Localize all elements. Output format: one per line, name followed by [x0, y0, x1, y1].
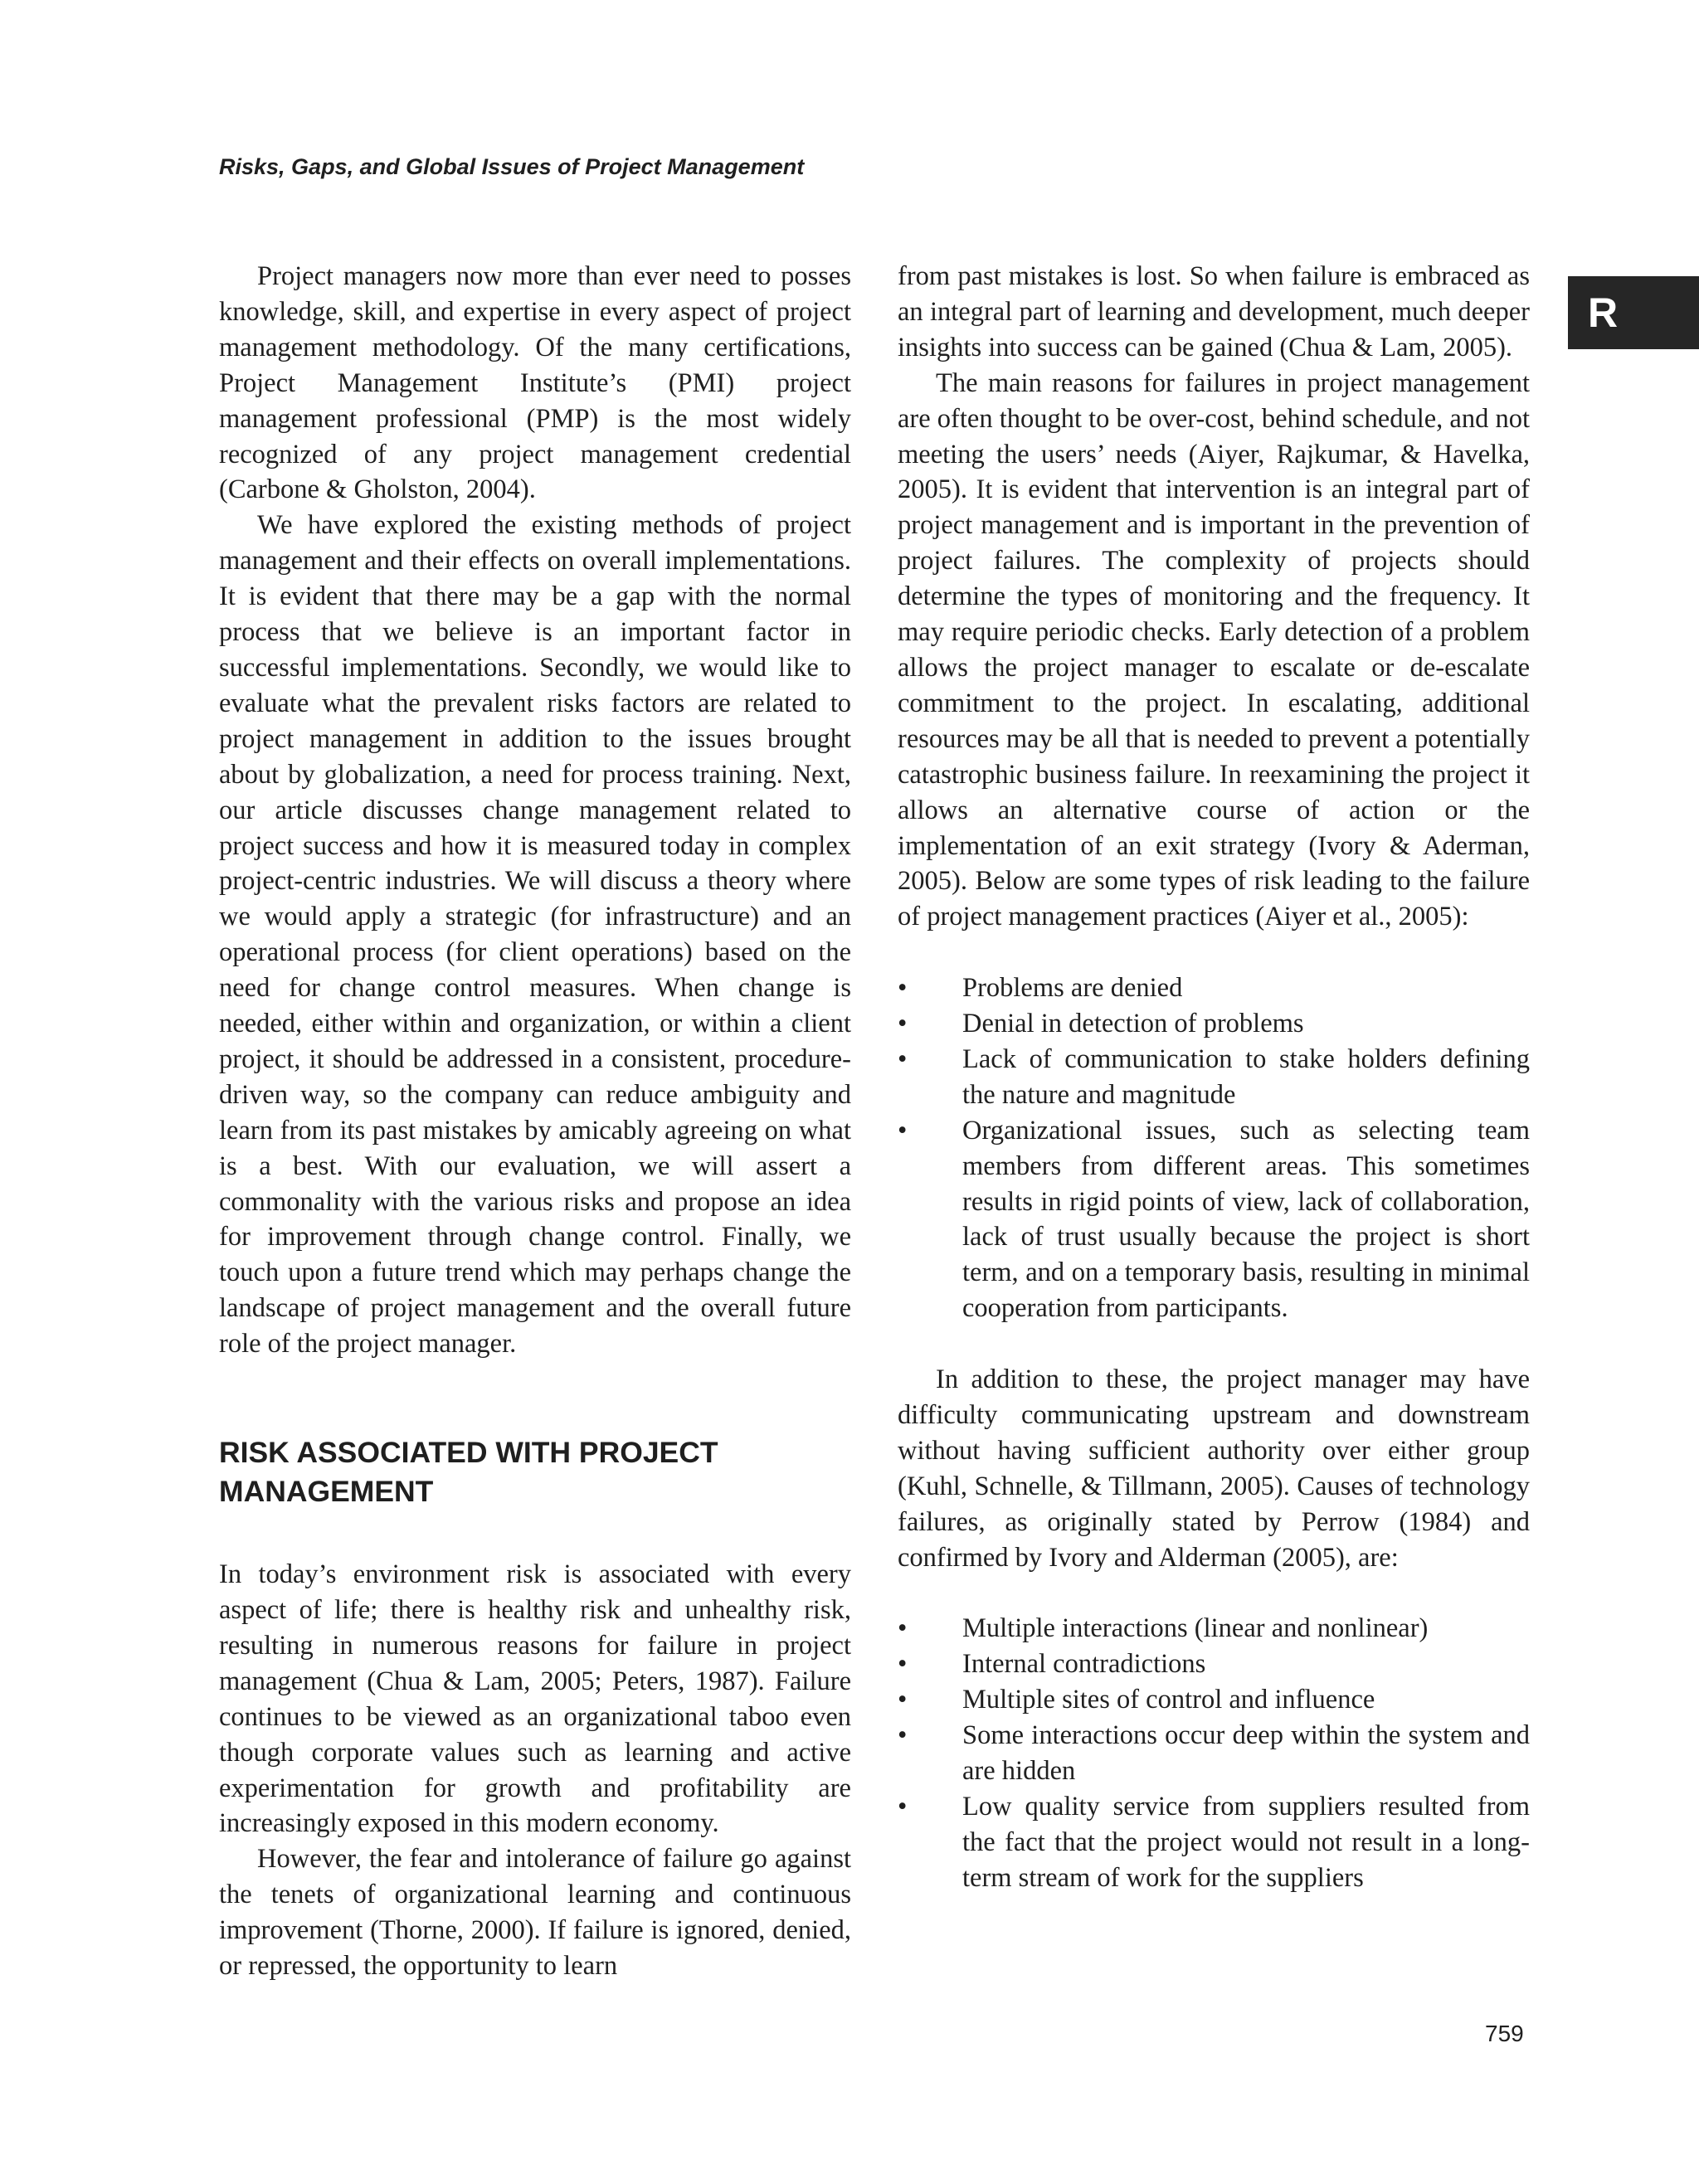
list-item — [898, 1789, 1530, 1896]
bullet-mark: • — [898, 1791, 908, 1822]
list-item-text: Problems are denied — [962, 973, 1183, 1004]
right-column — [898, 259, 1530, 1896]
section-heading-risk — [219, 1433, 851, 1511]
paragraph-additional-issues: In addition to these, the project manager may have difficulty communicating upstream and downstream without having sufficient authority over either group (Kuhl, Schnelle, & Tillmann, 2005). Causes of technology failures, as originally stated by Perrow (1984) and confirmed by Ivory and Alderman (2005), are: — [898, 1364, 1530, 1573]
list-item-text: Lack of communication to stake holders defining the nature and magnitude — [962, 1043, 1530, 1110]
page-number: 759 — [1485, 2021, 1524, 2046]
list-item — [898, 1006, 1530, 1042]
bullet-mark: • — [898, 1613, 908, 1644]
list-item-text: Denial in detection of problems — [962, 1009, 1304, 1039]
list-item-text: Multiple interactions (linear and nonlinear) — [962, 1613, 1429, 1644]
paragraph-main-reasons: The main reasons for failures in project management are often thought to be over-cost, behind schedule, and not meeting the users’ needs (Aiyer, Rajkumar, & Havelka, 2005). It is evident that intervention is an integral part of project management and is important in the prevention of project failures. The complexity of projects should determine the types of monitoring and the frequency. It may require periodic checks. Early detection of a problem allows the project manager to escalate or de-escalate commitment to the project. In escalating, additional resources may be all that is needed to prevent a potentially catastrophic business failure. In reexamining the project it allows an alternative course of action or the implementation of an exit strategy (Ivory & Aderman, 2005). Below are some types of risk leading to the failure of project management practices (Aiyer et al., 2005): — [898, 367, 1530, 932]
bullet-mark: • — [898, 1649, 908, 1680]
paragraph-pmp-credential: Project managers now more than ever need to posses knowledge, skill, and expertise in every aspect of project management methodology. Of the many certifications, Project Management Institute’s (PMI) project management professional (PMP) is the most widely recognized of any project management credential (Carbone & Gholston, 2004). — [219, 261, 851, 505]
section-heading-line-2: MANAGEMENT — [219, 1475, 434, 1509]
list-item-text: Multiple sites of control and influence — [962, 1685, 1375, 1715]
bullet-mark: • — [898, 1115, 908, 1146]
thumb-index-tab: R — [1568, 276, 1699, 349]
list-item — [898, 1042, 1530, 1113]
left-column — [219, 259, 851, 1984]
running-head: Risks, Gaps, and Global Issues of Project Management — [219, 154, 805, 179]
bullet-mark: • — [898, 1685, 908, 1715]
list-item — [898, 970, 1530, 1006]
technology-failure-causes-list — [898, 1611, 1530, 1895]
paragraph-risk-environment: In today’s environment risk is associated with every aspect of life; there is healthy risk and unhealthy risk, resulting in numerous reasons for failure in project management (Chua & Lam, 2005; Peters, 1987). Failure continues to be viewed as an organizational taboo even though corporate values such as learning and active experimentation for growth and profitability are increasingly exposed in this modern economy. — [219, 1559, 851, 1839]
bullet-mark: • — [898, 1043, 908, 1074]
list-item — [898, 1682, 1530, 1718]
paragraph-continued: from past mistakes is lost. So when failure is embraced as an integral part of learning and development, much deeper insights into success can be gained (Chua & Lam, 2005). — [898, 261, 1530, 362]
risk-types-list — [898, 970, 1530, 1326]
section-heading-line-1: RISK ASSOCIATED WITH PROJECT — [219, 1436, 718, 1470]
paragraph-article-overview: We have explored the existing methods of project management and their effects on overall implementations. It is evident that there may be a gap with the normal process that we believe is an important factor in successful implementations. Secondly, we would like to evaluate what the prevalent risks factors are related to project management in addition to the issues brought about by globalization, a need for process training. Next, our article discusses change management related to project success and how it is measured today in complex project-centric industries. We will discuss a theory where we would apply a strategic (for infrastructure) and an operational process (for client operations) based on the need for change control measures. When change is needed, either within and organization, or within a client project, it should be addressed in a consistent, procedure-driven way, so the company can reduce ambiguity and learn from its past mistakes by amicably agreeing on what is a best. With our evaluation, we will assert a commonality with the various risks and propose an idea for improvement through change control. Finally, we touch upon a future trend which may perhaps change the landscape of project management and the overall future role of the project manager. — [219, 510, 851, 1360]
list-item — [898, 1647, 1530, 1682]
list-item — [898, 1611, 1530, 1647]
list-item-text: Internal contradictions — [962, 1649, 1206, 1680]
paragraph-fear-of-failure: However, the fear and intolerance of failure go against the tenets of organizational learning and continuous improvement (Thorne, 2000). If failure is ignored, denied, or repressed, the opportunity to learn — [219, 1844, 851, 1982]
list-item — [898, 1113, 1530, 1326]
bullet-mark: • — [898, 973, 908, 1004]
list-item-text: Some interactions occur deep within the system and are hidden — [962, 1720, 1530, 1787]
bullet-mark: • — [898, 1720, 908, 1751]
list-item-text: Low quality service from suppliers resulted from the fact that the project would not result in a long-term stream of work for the suppliers — [962, 1791, 1530, 1893]
list-item — [898, 1718, 1530, 1789]
list-item-text: Organizational issues, such as selecting team members from different areas. This sometimes results in rigid points of view, lack of collaboration, lack of trust usually because the project is short term, and on a temporary basis, resulting in minimal cooperation from participants. — [962, 1115, 1530, 1324]
bullet-mark: • — [898, 1009, 908, 1039]
